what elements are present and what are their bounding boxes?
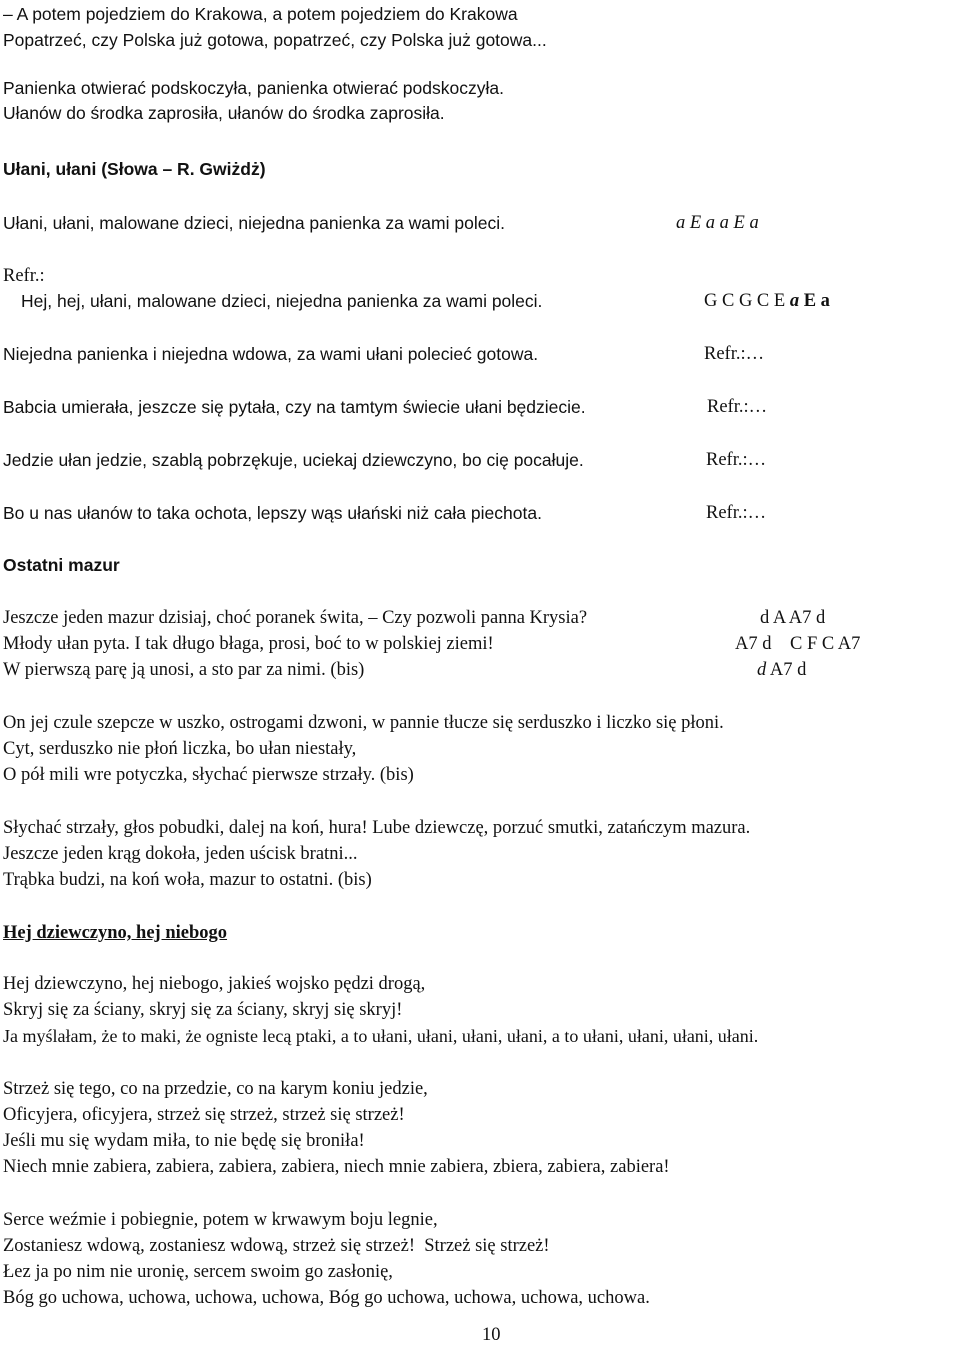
refrain-marker: Refr.:… xyxy=(707,397,768,417)
chord-line: a E a a E a xyxy=(676,213,759,233)
refrain-marker: Refr.:… xyxy=(704,344,765,364)
lyric-line: Łez ja po nim nie uronię, sercem swoim go zasłonię, xyxy=(3,1262,393,1282)
lyric-line: Jeszcze jeden mazur dzisiaj, choć poranek świta, – Czy pozwoli panna Krysia? xyxy=(3,608,588,628)
lyric-line: Strzeż się tego, co na przedzie, co na karym koniu jedzie, xyxy=(3,1079,428,1099)
lyric-line: Jedzie ułan jedzie, szablą pobrzękuje, uciekaj dziewczyno, bo cię pocałuje. xyxy=(3,450,584,470)
chord-line: A7 d C F C A7 xyxy=(735,634,861,654)
refrain-label: Refr.: xyxy=(3,266,45,286)
lyric-line: Niech mnie zabiera, zabiera, zabiera, zabiera, niech mnie zabiera, zbiera, zabiera, zabiera! xyxy=(3,1157,670,1177)
chord-plain: G C G C E xyxy=(704,291,790,311)
song-title: Ostatni mazur xyxy=(3,555,120,575)
lyric-line: Trąbka budzi, na koń woła, mazur to ostatni. (bis) xyxy=(3,870,372,890)
lyric-line: Słychać strzały, głos pobudki, dalej na koń, hura! Lube dziewczę, porzuć smutki, zatańczym mazura. xyxy=(3,818,751,838)
lyric-line: Babcia umierała, jeszcze się pytała, czy na tamtym świecie ułani będziecie. xyxy=(3,397,586,417)
chord-plain: A7 d xyxy=(766,660,807,680)
song-title: Ułani, ułani (Słowa – R. Gwiżdż) xyxy=(3,159,266,179)
chord-line xyxy=(757,659,806,681)
lyric-line: W pierwszą parę ją unosi, a sto par za nimi. (bis) xyxy=(3,660,365,680)
lyric-line: Skryj się za ściany, skryj się za ściany, skryj się skryj! xyxy=(3,1000,403,1020)
chord-line xyxy=(704,290,830,312)
page-number: 10 xyxy=(482,1325,501,1345)
lyric-line: Serce weźmie i pobiegnie, potem w krwawym boju legnie, xyxy=(3,1210,438,1230)
refrain-marker: Refr.:… xyxy=(706,503,767,523)
lyric-line: On jej czule szepcze w uszko, ostrogami dzwoni, w pannie tłucze się serduszko i liczko się płoni. xyxy=(3,713,724,733)
lyric-line: Młody ułan pyta. I tak długo błaga, prosi, boć to w polskiej ziemi! xyxy=(3,634,494,654)
lyric-line: Zostaniesz wdową, zostaniesz wdową, strzeż się strzeż! Strzeż się strzeż! xyxy=(3,1236,550,1256)
chord-line: d A A7 d xyxy=(760,608,826,628)
lyric-line: Jeśli mu się wydam miła, to nie będę się broniła! xyxy=(3,1131,365,1151)
chord-italic: d xyxy=(757,660,767,680)
lyric-line: Ułani, ułani, malowane dzieci, niejedna panienka za wami poleci. xyxy=(3,213,505,233)
lyric-line: Oficyjera, oficyjera, strzeż się strzeż, strzeż się strzeż! xyxy=(3,1105,405,1125)
lyric-line: Bóg go uchowa, uchowa, uchowa, uchowa, Bóg go uchowa, uchowa, uchowa, uchowa. xyxy=(3,1288,650,1308)
lyric-line: Panienka otwierać podskoczyła, panienka otwierać podskoczyła. xyxy=(3,78,504,98)
song-title: Hej dziewczyno, hej niebogo xyxy=(3,923,228,943)
lyric-line: Bo u nas ułanów to taka ochota, lepszy wąs ułański niż cała piechota. xyxy=(3,503,542,523)
lyric-line: – A potem pojedziem do Krakowa, a potem pojedziem do Krakowa xyxy=(3,4,518,24)
refrain-marker: Refr.:… xyxy=(706,450,767,470)
lyric-line: Cyt, serduszko nie płoń liczka, bo ułan niestały, xyxy=(3,739,357,759)
chord-bold-italic: a xyxy=(789,291,800,311)
lyric-line: Ja myślałam, że to maki, że ogniste lecą ptaki, a to ułani, ułani, ułani, ułani, a to ułani, ułani, ułani, ułani. xyxy=(3,1026,759,1046)
lyric-line: Hej dziewczyno, hej niebogo, jakieś wojsko pędzi drogą, xyxy=(3,974,426,994)
lyric-line: Jeszcze jeden krąg dokoła, jeden uścisk bratni... xyxy=(3,844,358,864)
lyric-line: Ułanów do środka zaprosiła, ułanów do środka zaprosiła. xyxy=(3,103,445,123)
lyric-line: O pół mili wre potyczka, słychać pierwsze strzały. (bis) xyxy=(3,765,414,785)
lyric-line: Niejedna panienka i niejedna wdowa, za wami ułani polecieć gotowa. xyxy=(3,344,539,364)
refrain-line: Hej, hej, ułani, malowane dzieci, niejedna panienka za wami poleci. xyxy=(21,291,543,311)
lyric-line: Popatrzeć, czy Polska już gotowa, popatrzeć, czy Polska już gotowa... xyxy=(3,30,547,50)
chord-bold: E a xyxy=(799,291,830,311)
